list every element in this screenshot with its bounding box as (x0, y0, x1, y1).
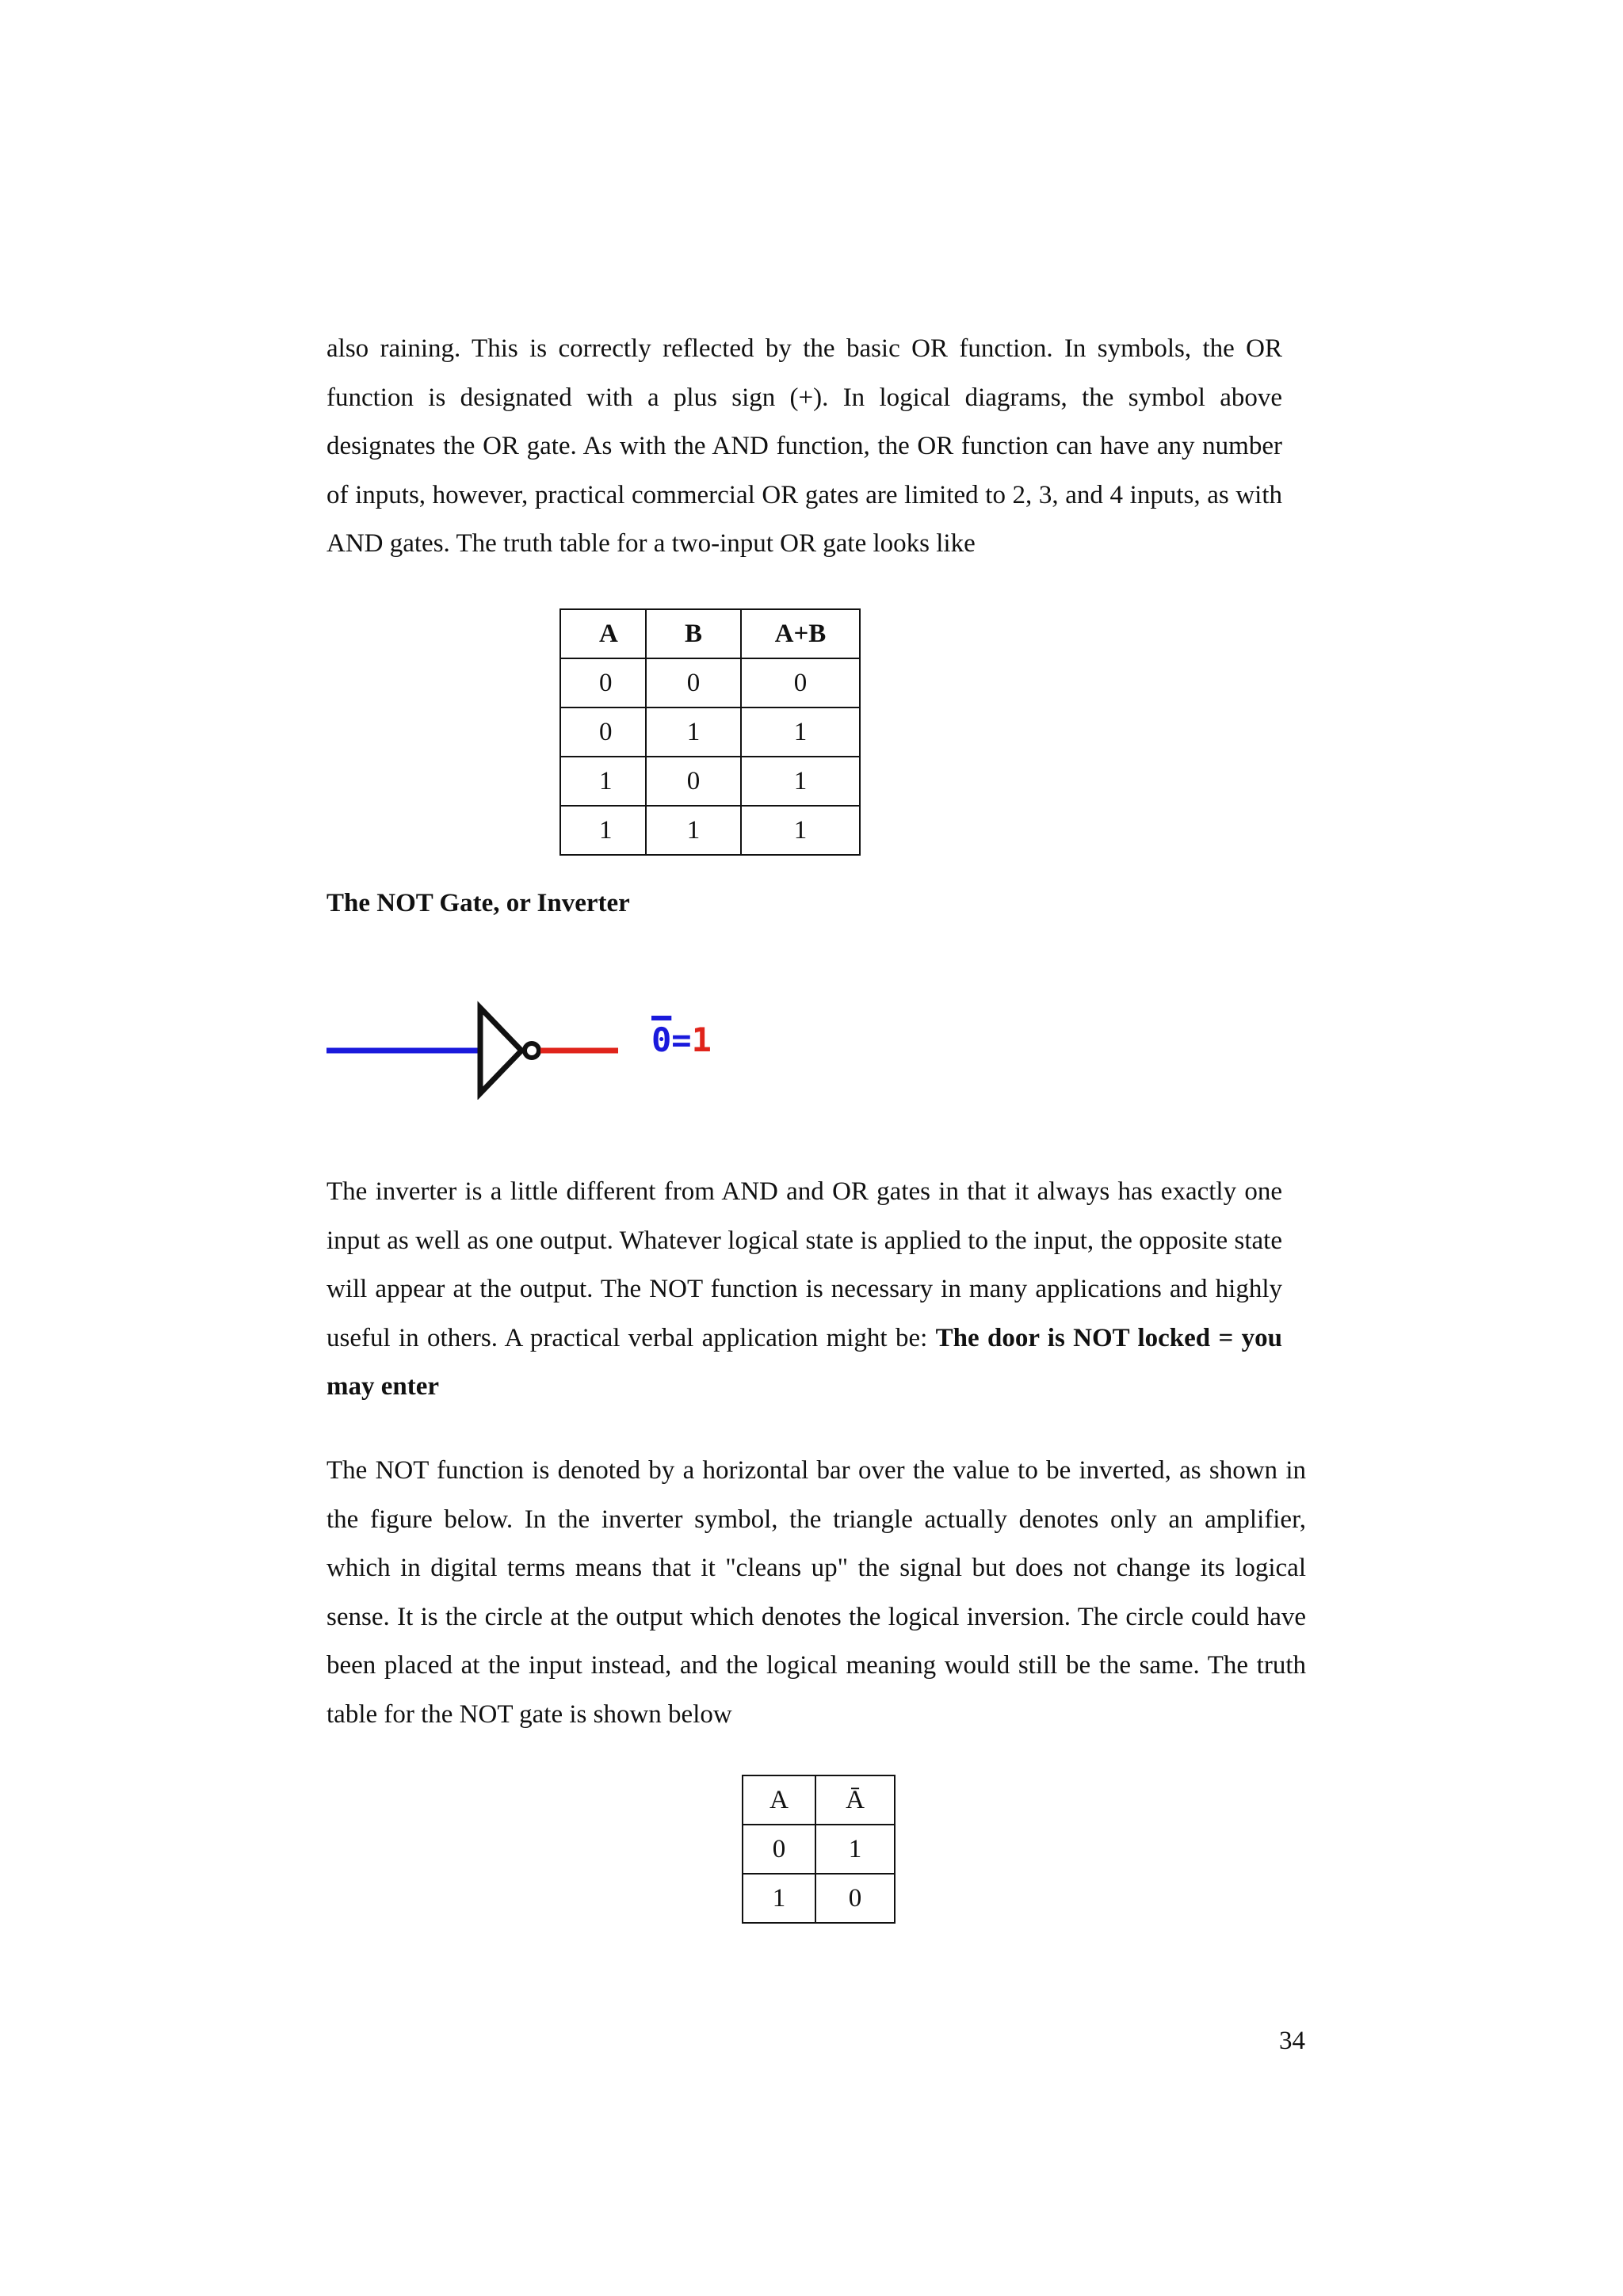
table-cell: 0 (743, 1825, 815, 1874)
paragraph-inverter-bold: The door is NOT locked = you may enter (327, 1323, 1283, 1401)
section-heading: The NOT Gate, or Inverter (327, 889, 630, 917)
table-cell: 1 (815, 1825, 895, 1874)
paragraph-inverter-text: The inverter is a little different from AND and OR gates in that it always has exactly one input as well as one output. Whatever logical state is applied to the input, the opposite state will appear at the output. The NOT function is necessary in many applications and highly useful in others. A practical verbal application might be: (327, 1177, 1282, 1352)
table-cell: 0 (741, 658, 860, 707)
table-cell: 0 (560, 658, 646, 707)
table-header-row (743, 1775, 895, 1825)
table-header-row (560, 609, 860, 658)
table-cell: 1 (646, 806, 741, 855)
table-header-cell: A+B (741, 609, 860, 658)
amplifier-triangle (480, 1008, 521, 1093)
table-row (560, 806, 860, 855)
paragraph-inverter (327, 1168, 1282, 1412)
paragraph-not-function: The NOT function is denoted by a horizontal bar over the value to be inverted, as shown in the figure below. In the inverter symbol, the triangle actually denotes only an amplifier, which in digital terms means that it "cleans up" the signal but does not change its logical sense. It is the circle at the output which denotes the logical inversion. The circle could have been placed at the input instead, and the logical meaning would still be the same. The truth table for the NOT gate is shown below (327, 1456, 1306, 1729)
table-cell: 1 (560, 806, 646, 855)
table-cell: 0 (560, 707, 646, 757)
table-row (560, 658, 860, 707)
inversion-bubble (525, 1043, 539, 1058)
inverter-gate-figure (325, 997, 626, 1100)
table-header-cell: Ā (815, 1775, 895, 1825)
table-cell: 0 (815, 1874, 895, 1923)
table-row (560, 707, 860, 757)
table-cell: 1 (646, 707, 741, 757)
not-truth-table (742, 1775, 896, 1924)
table-cell: 1 (743, 1874, 815, 1923)
table-header-cell: B (646, 609, 741, 658)
output-value: 1 (691, 1020, 712, 1059)
table-cell: 0 (646, 757, 741, 806)
table-cell: 1 (741, 806, 860, 855)
table-cell: 0 (646, 658, 741, 707)
not-equation-label (651, 1020, 712, 1060)
paragraph-or-function: also raining. This is correctly reflected by the basic OR function. In symbols, the OR function is designated with a plus sign (+). In logical diagrams, the symbol above designates the OR gate. As with the AND function, the OR function can have any number of inputs, however, practical commercial OR gates are limited to 2, 3, and 4 inputs, as with AND gates. The truth table for a two-input OR gate looks like (327, 334, 1282, 558)
table-row (743, 1825, 895, 1874)
equals-sign: = (671, 1020, 692, 1059)
table-header-cell: A (560, 609, 646, 658)
or-truth-table (559, 608, 861, 856)
table-row (560, 757, 860, 806)
table-row (743, 1874, 895, 1923)
table-cell: 1 (741, 707, 860, 757)
table-cell: 1 (560, 757, 646, 806)
table-header-cell: A (743, 1775, 815, 1825)
inverted-input-value: 0 (651, 1020, 672, 1059)
table-cell: 1 (741, 757, 860, 806)
page-number: 34 (1279, 2027, 1305, 2055)
